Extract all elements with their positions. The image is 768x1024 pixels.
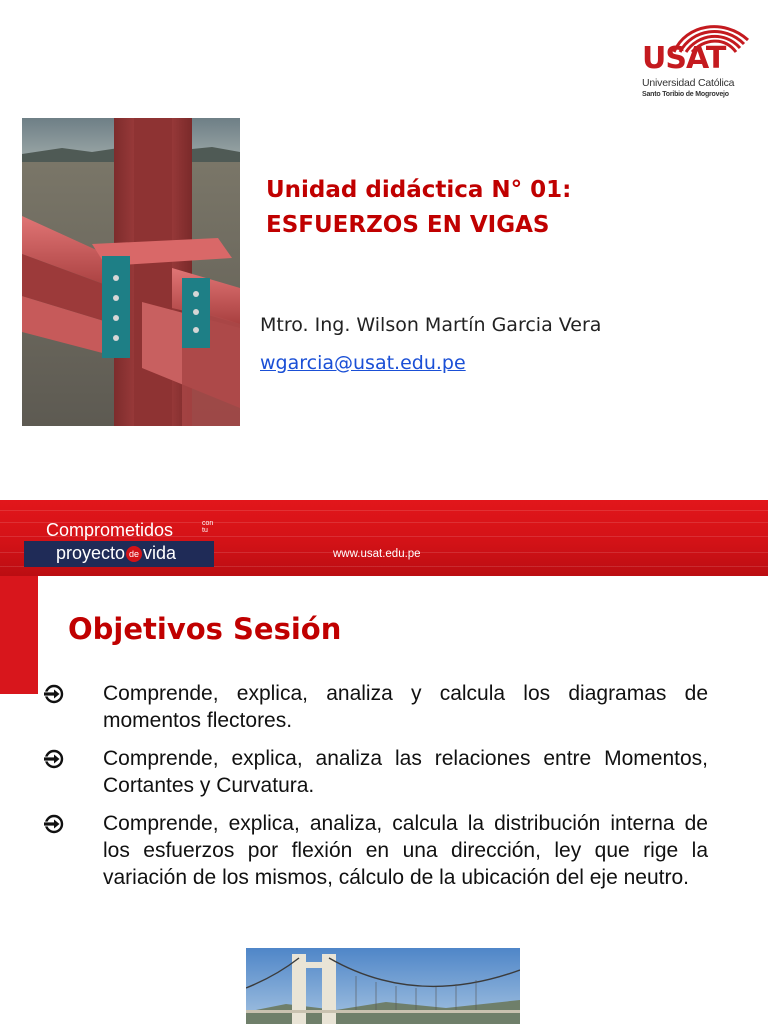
slogan-vida: vida	[143, 543, 177, 563]
steel-connection-image	[22, 118, 240, 426]
slogan-line-1: Comprometidos	[46, 520, 174, 540]
objectives-slide	[0, 576, 768, 1024]
bridge-image	[246, 948, 520, 1024]
title-line-1: Unidad didáctica N° 01:	[266, 177, 572, 203]
circled-arrow-icon	[44, 749, 64, 769]
slogan-tu: tu	[202, 527, 208, 534]
slogan-de-badge: de	[126, 546, 142, 562]
circled-arrow-icon	[44, 814, 64, 834]
title-slide	[0, 0, 768, 500]
objective-text: Comprende, explica, analiza las relaciones entre Momentos, Cortantes y Curvatura.	[103, 747, 708, 797]
objective-item	[44, 745, 708, 799]
author-email-link[interactable]: wgarcia@usat.edu.pe	[260, 352, 466, 374]
usat-logo	[640, 18, 752, 98]
objective-text: Comprende, explica, analiza, calcula la distribución interna de los esfuerzos por flexión en una dirección, ley que rige la variación de los mismos, cálculo de la ubicación del eje neutro.	[103, 812, 708, 889]
website-url: www.usat.edu.pe	[333, 548, 421, 560]
slogan-line-2	[56, 543, 176, 564]
logo-university-subname: Santo Toribio de Mogrovejo	[642, 91, 729, 98]
presentation-title	[266, 173, 571, 242]
objectives-title: Objetivos Sesión	[68, 612, 342, 646]
title-line-2: ESFUERZOS EN VIGAS	[266, 211, 550, 238]
logo-word: USAT	[642, 41, 726, 76]
slogan-con: con	[202, 520, 214, 527]
objective-text: Comprende, explica, analiza y calcula los diagramas de momentos flectores.	[103, 682, 708, 732]
objective-item	[44, 680, 708, 734]
objectives-list	[44, 680, 708, 902]
circled-arrow-icon	[44, 684, 64, 704]
logo-university-name: Universidad Católica	[642, 77, 735, 89]
author-name: Mtro. Ing. Wilson Martín Garcia Vera	[260, 314, 602, 336]
red-accent-strip	[0, 576, 38, 694]
slogan-proyecto: proyecto	[56, 543, 126, 563]
slogan-contu	[202, 520, 213, 534]
objective-item	[44, 810, 708, 891]
